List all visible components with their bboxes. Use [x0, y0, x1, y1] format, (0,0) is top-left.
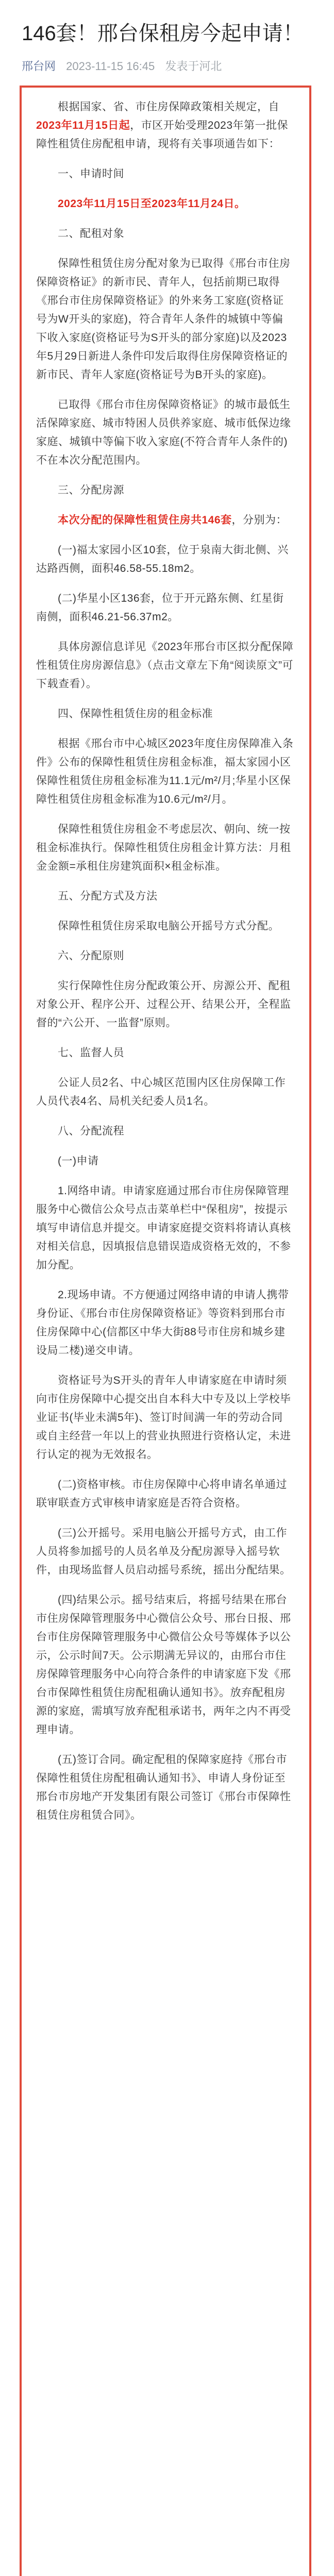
section-heading-8: 八、分配流程 — [58, 1125, 124, 1137]
apply-paragraph-2: 2.现场申请。不方便通过网络申请的申请人携带身份证、《邢台市住房保障资格证》等资料到邢台市住房保障中心(信都区中华大街88号市住房和城乡建设局二楼)递交申请。 — [36, 1289, 289, 1357]
section-heading-4: 四、保障性租赁住房的租金标准 — [58, 708, 213, 720]
apply-paragraph-3: 资格证号为S开头的青年人申请家庭在申请时须向市住房保障中心提交出自本科大中专及以上学校毕业证书(毕业未满5年)、签订时间满一年的劳动合同或自主经营一年以上的营业执照进行资格认定，未进行认定的视为无效报名。 — [36, 1375, 291, 1461]
eligibility-paragraph-2: 已取得《邢台市住房保障资格证》的城市最低生活保障家庭、城市特困人员供养家庭、城市低保边缘家庭、城镇中等偏下收入家庭(不符合青年人条件的)不在本次分配范围内。 — [36, 399, 291, 466]
section-heading-5: 五、分配方式及方法 — [58, 890, 158, 902]
eligibility-paragraph-1: 保障性租赁住房分配对象为已取得《邢台市住房保障资格证》的新市民、青年人，包括前期已取得《邢台市住房保障资格证》的外来务工家庭(资格证号为W开头的家庭)，符合青年人条件的城镇中等偏下收入家庭(资格证号为S开头的部分家庭)以及2023年5月29日新进人条件印发后取得住房保障资格证的新市民、青年人家庭(资格证号为B开头的家庭)。 — [36, 258, 291, 381]
contract-paragraph: (五)签订合同。确定配租的保障家庭持《邢台市保障性租赁住房配租确认通知书》、申请人身份证至邢台市房地产开发集团有限公司签订《邢台市保障性租赁住房租赁合同》。 — [36, 1754, 291, 1821]
article-title: 146套！邢台保租房今起申请！ — [22, 22, 304, 45]
intro-paragraph: 根据国家、省、市住房保障政策相关规定，自2023年11月15日起，市区开始受理2023年第一批保障性租赁住房配租申请，现将有关事项通告如下： — [36, 101, 288, 150]
section-heading-7: 七、监督人员 — [58, 1047, 124, 1059]
apply-paragraph-1: 1.网络申请。申请家庭通过邢台市住房保障管理服务中心微信公众号点击菜单栏中“保租房”，按提示填写申请信息并提交。申请家庭提交资料将请认真核对相关信息，因填报信息错误造成资格无效的，不参加分配。 — [36, 1185, 291, 1271]
article-source-link[interactable]: 邢台网 — [22, 60, 56, 73]
publish-location: 发表于河北 — [165, 60, 222, 73]
section-heading-1: 一、申请时间 — [58, 168, 124, 180]
housing-total: 本次分配的保障性租赁住房共146套 — [58, 514, 232, 526]
lottery-paragraph: (三)公开摇号。采用电脑公开摇号方式，由工作人员将参加摇号的人员名单及分配房源导入摇号软件，由现场监督人员启动摇号系统，摇出分配结果。 — [36, 1527, 291, 1576]
housing-item: (一)福太家园小区10套，位于泉南大街北侧、兴达路西侧，面积46.58-55.18m2。 — [36, 544, 289, 574]
principle-paragraph: 实行保障性住房分配政策公开、房源公开、配租对象公开、程序公开、过程公开、结果公开，全程监督的“六公开、一监督”原则。 — [36, 980, 291, 1029]
article-body — [36, 98, 294, 1836]
sub-heading-apply: (一)申请 — [58, 1155, 99, 1167]
supervisor-paragraph: 公证人员2名、中心城区范围内区住房保障工作人员代表4名、局机关纪委人员1名。 — [36, 1077, 286, 1107]
housing-detail-paragraph: 具体房源信息详见《2023年邢台市区拟分配保障性租赁住房房源信息》（点击文章左下角“阅读原文”可下载查看）。 — [36, 641, 294, 690]
application-period: 2023年11月15日至2023年11月24日。 — [58, 198, 246, 210]
review-paragraph: (二)资格审核。市住房保障中心将申请名单通过联审联查方式审核申请家庭是否符合资格。 — [36, 1479, 287, 1509]
publish-time: 2023-11-15 16:45 — [66, 60, 155, 73]
intro-date: 2023年11月15日起 — [36, 120, 130, 131]
rent-paragraph-2: 保障性租赁住房租金不考虑层次、朝向、统一按租金标准执行。保障性租赁住房租金计算方法：月租金金额=承租住房建筑面积×租金标准。 — [36, 823, 291, 872]
rent-paragraph-1: 根据《邢台市中心城区2023年度住房保障准入条件》公布的保障性租赁住房租金标准，福太家园小区保障性租赁住房租金标准为11.1元/m²/月;华星小区保障性租赁住房租金标准为10.6元/m²/月。 — [36, 738, 294, 805]
section-heading-3: 三、分配房源 — [58, 484, 124, 496]
section-heading-6: 六、分配原则 — [58, 950, 124, 962]
section-heading-2: 二、配租对象 — [58, 228, 124, 240]
publicity-paragraph: (四)结果公示。摇号结束后，将摇号结果在邢台市住房保障管理服务中心微信公众号、邢台日报、邢台市住房保障管理服务中心微信公众号等媒体予以公示，公示时间7天。公示期满无异议的，由邢台市住房保障管理服务中心向符合条件的申请家庭下发《邢台市保障性租赁住房配租确认通知书》。放弃配租房源的家庭，需填写放弃配租承诺书，两年之内不再受理申请。 — [36, 1594, 291, 1736]
method-paragraph: 保障性租赁住房采取电脑公开摇号方式分配。 — [58, 920, 279, 932]
housing-item: (二)华星小区136套，位于开元路东侧、红星街南侧，面积46.21-56.37m2。 — [36, 592, 284, 623]
article-meta — [22, 58, 222, 74]
housing-total-paragraph: 本次分配的保障性租赁住房共146套，分别为： — [58, 514, 288, 526]
